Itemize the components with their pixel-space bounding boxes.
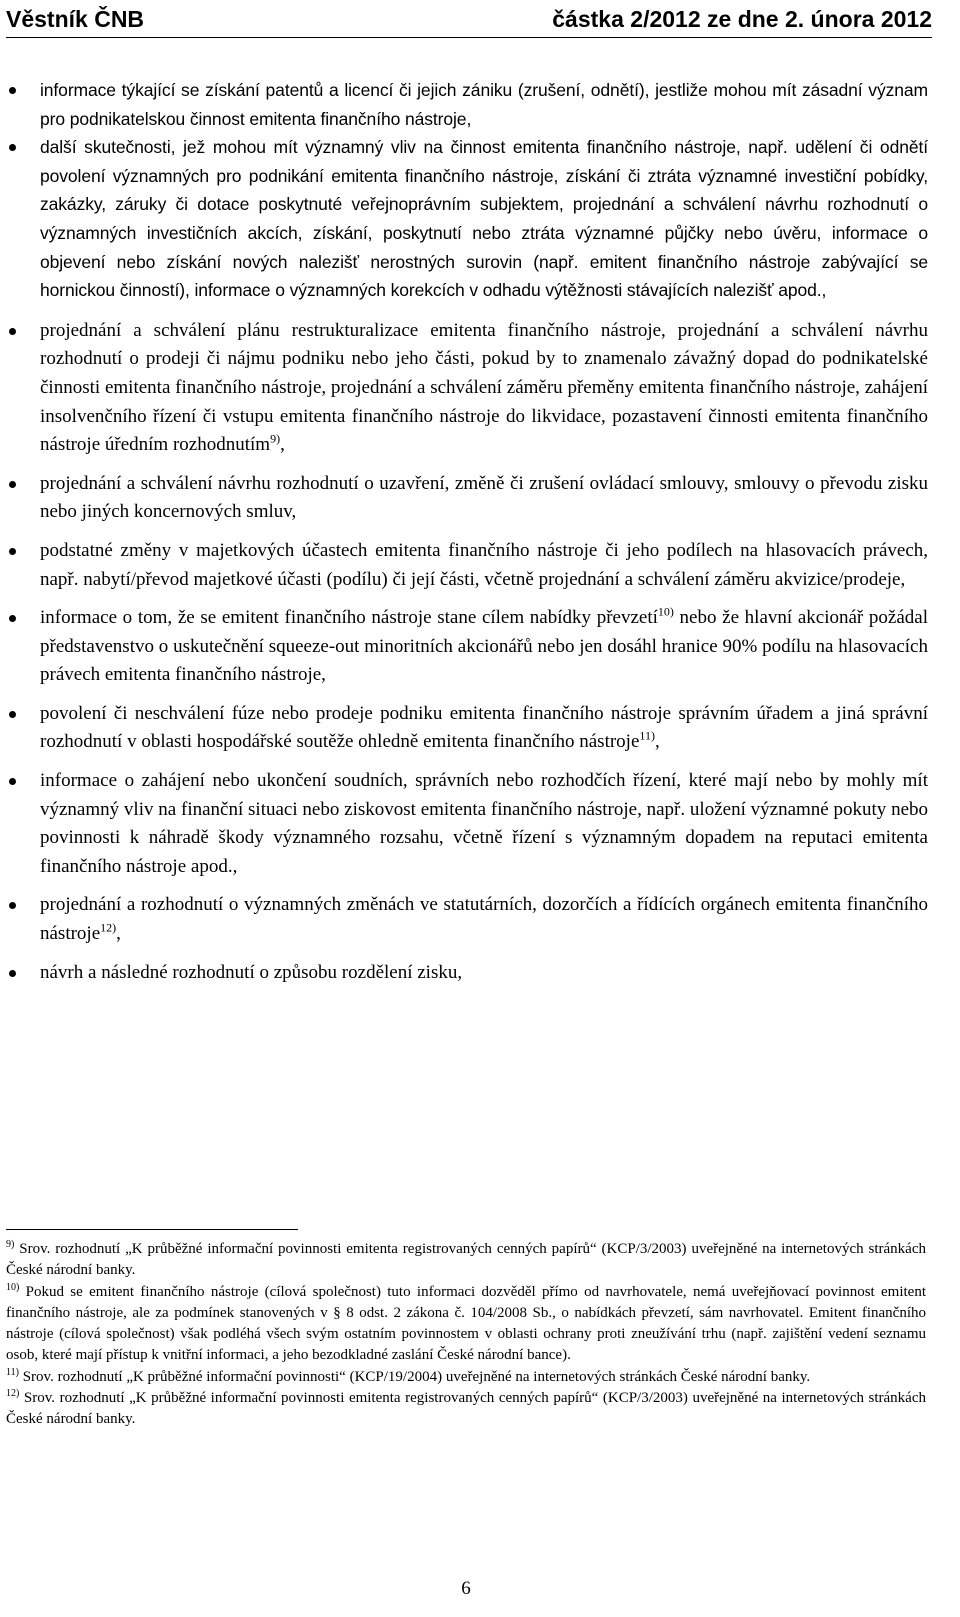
list-item <box>0 470 928 527</box>
footnote-ref: 12) <box>100 920 117 935</box>
list-item-tail: , <box>116 923 121 945</box>
list-item-text: povolení či neschválení fúze nebo prodeje podniku emitenta finančního nástroje správním úřadem a jiná správní rozhodnutí v oblasti hospodářské soutěže ohledně emitenta finančního nástroje <box>40 702 928 753</box>
bullet-icon <box>9 481 16 488</box>
bullet-icon <box>9 548 16 555</box>
footnote <box>6 1239 926 1282</box>
bullet-icon <box>9 328 16 335</box>
footnote-mark: 11) <box>6 1366 19 1378</box>
list-item <box>0 133 928 305</box>
footnote-mark: 12) <box>6 1388 20 1400</box>
list-item-text: informace týkající se získání patentů a licencí či jejich zániku (zrušení, odnětí), jestliže mohou mít zásadní význam pro podnikatelskou činnost emitenta finančního nástroje, <box>40 80 928 129</box>
list-item <box>0 604 928 690</box>
list-item-text: návrh a následné rozhodnutí o způsobu rozdělení zisku, <box>40 961 463 983</box>
list-item <box>0 700 928 757</box>
header-divider <box>6 37 932 38</box>
list-item-text: informace o zahájení nebo ukončení soudních, správních nebo rozhodčích řízení, které mají nebo by mohly mít významný vliv na finanční situaci nebo ziskovost emitenta finančního nástroje, např. uložení významné pokuty nebo povinnosti k náhradě škody významného rozsahu, včetně řízení s významným dopadem na reputaci emitenta finančního nástroje apod., <box>40 770 928 877</box>
footnote-mark: 9) <box>6 1239 15 1250</box>
footnote-ref: 11) <box>639 729 655 744</box>
footnote-ref: 9) <box>270 431 281 446</box>
footnote-ref: 10) <box>657 604 674 619</box>
footnote-text: Srov. rozhodnutí „K průběžné informační povinnosti emitenta registrovaných cenných papírů“ (KCP/3/2003) uveřejněné na internetových stránkách České národní banky. <box>6 1390 927 1428</box>
page-number: 6 <box>461 1578 471 1599</box>
bullet-icon <box>9 144 16 151</box>
list-item <box>0 767 928 881</box>
footnote <box>6 1367 926 1388</box>
bullet-icon <box>9 615 16 622</box>
list-item-text: podstatné změny v majetkových účastech emitenta finančního nástroje či jeho podílech na hlasovacích právech, např. nabytí/převod majetkové účasti (podílu) či její části, včetně projednání a schválení záměru akvizice/prodeje, <box>40 539 928 590</box>
footnote-mark: 10) <box>6 1281 20 1293</box>
journal-title: Věstník ČNB <box>6 6 145 32</box>
list-item-text: projednání a schválení návrhu rozhodnutí o uzavření, změně či zrušení ovládací smlouvy, smlouvy o převodu zisku nebo jiných koncernových smluv, <box>40 472 928 523</box>
footnote-text: Pokud se emitent finančního nástroje (cílová společnost) tuto informaci dozvěděl přímo od navrhovatele, nemá uveřejňovací povinnost emitent finančního nástroje, ale za podmínek stanovených v § 8 odst. 2 zákona č. 104/2008 Sb., o nabídkách převzetí, sám navrhovatel. Emitent finančního nástroje (cílová společnost) však podléhá všech svým ostatním povinnostem v oblasti ochrany proti zneužívání trhu (např. zajištění vedení seznamu osob, které mají přístup k vnitřní informaci, a jeho bezodkladné zaslání České národní bance). <box>6 1283 926 1364</box>
list-item <box>0 317 928 460</box>
list-item <box>0 959 928 988</box>
bullet-icon <box>9 902 16 909</box>
bullet-icon <box>9 711 16 718</box>
footnote-divider <box>6 1229 298 1230</box>
list-item-text: informace o tom, že se emitent finančního nástroje stane cílem nabídky převzetí <box>40 607 658 629</box>
list-item <box>0 76 928 133</box>
list-item-text: projednání a rozhodnutí o významných změnách ve statutárních, dozorčích a řídících orgánech emitenta finančního nástroje <box>40 894 928 945</box>
list-item-tail: nebo že hlavní akcionář požádal představenstvo o uskutečnění squeeze-out minoritních akcionářů nebo jen dosáhl hranice 90% podílu na hlasovacích právech emitenta finančního nástroje, <box>40 607 928 686</box>
page-header <box>6 4 932 34</box>
bullet-icon <box>9 778 16 785</box>
list-item-text: projednání a schválení plánu restrukturalizace emitenta finančního nástroje, projednání a schválení návrhu rozhodnutí o prodeji či nájmu podniku nebo jeho části, pokud by to znamenalo závažný dopad do podnikatelské činnosti emitenta finančního nástroje, projednání a schválení záměru přeměny emitenta finančního nástroje, zahájení insolvenčního řízení či vstupu emitenta finančního nástroje do likvidace, pozastavení činnosti emitenta finančního nástroje úředním rozhodnutím <box>40 319 928 456</box>
issue-date: částka 2/2012 ze dne 2. února 2012 <box>552 6 932 32</box>
disclosure-list <box>0 76 960 997</box>
list-item <box>0 537 928 594</box>
bullet-icon <box>9 970 16 977</box>
list-item-tail: , <box>654 731 660 753</box>
list-item <box>0 891 928 948</box>
footnote <box>6 1388 926 1431</box>
list-item-text: další skutečnosti, jež mohou mít významný vliv na činnost emitenta finančního nástroje, např. udělení či odnětí povolení významných pro podnikání emitenta finančního nástroje, získání či ztráta významné investiční pobídky, zakázky, záruky či dotace poskytnuté veřejnoprávním subjektem, projednání a schválení návrhu rozhodnutí o významných investičních akcích, získání, poskytnutí nebo ztráta významné půjčky nebo úvěru, informace o objevení nebo získání nových nalezišť nerostných surovin (např. emitent finančního nástroje zabývající se hornickou činností), informace o významných korekcích v odhadu výtěžnosti stávajících nalezišť apod., <box>40 137 928 301</box>
footnote <box>6 1282 926 1367</box>
footnote-text: Srov. rozhodnutí „K průběžné informační povinnosti emitenta registrovaných cenných papírů“ (KCP/3/2003) uveřejněné na internetových stránkách České národní banky. <box>6 1241 926 1279</box>
list-item-tail: , <box>280 434 285 456</box>
bullet-icon <box>9 87 16 94</box>
footnotes <box>6 1239 926 1431</box>
footnote-text: Srov. rozhodnutí „K průběžné informační povinnosti“ (KCP/19/2004) uveřejněné na internetových stránkách České národní banky. <box>22 1368 811 1385</box>
